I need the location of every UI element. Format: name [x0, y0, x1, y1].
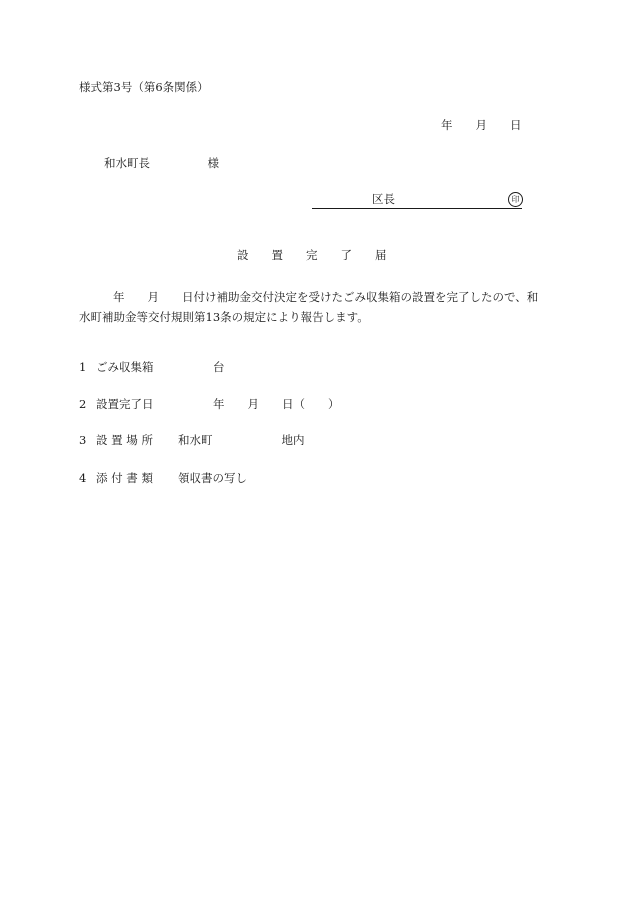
body-paragraph: [79, 287, 549, 327]
form-number: 様式第3号（第6条関係）: [79, 80, 209, 94]
body-line: 年 月 日付け補助金交付決定を受けたごみ収集箱の設置を完了したので、和: [113, 290, 539, 304]
document-title: 設 置 完 了 届: [237, 248, 387, 262]
item-number: 4: [79, 471, 87, 485]
item-label: ごみ収集箱: [96, 360, 154, 374]
item-value: 和水町 地内: [178, 433, 305, 447]
item-label: 設置完了日: [96, 397, 154, 411]
item-label: 添 付 書 類: [96, 471, 153, 485]
item-value: 領収書の写し: [178, 471, 247, 485]
item-value: 台: [213, 360, 225, 374]
sender-title: 区長: [372, 192, 395, 206]
item-number: 2: [79, 397, 87, 411]
body-line: 水町補助金等交付規則第13条の規定により報告します。: [79, 310, 369, 324]
item-label: 設 置 場 所: [96, 433, 153, 447]
addressee: 和水町長 様: [104, 156, 219, 170]
submission-date: 年 月 日: [441, 118, 522, 132]
sender-signature-line: [312, 193, 522, 209]
item-number: 3: [79, 433, 87, 447]
item-value: 年 月 日（ ）: [213, 397, 340, 411]
item-number: 1: [79, 360, 87, 374]
seal-mark: 印: [508, 192, 523, 207]
